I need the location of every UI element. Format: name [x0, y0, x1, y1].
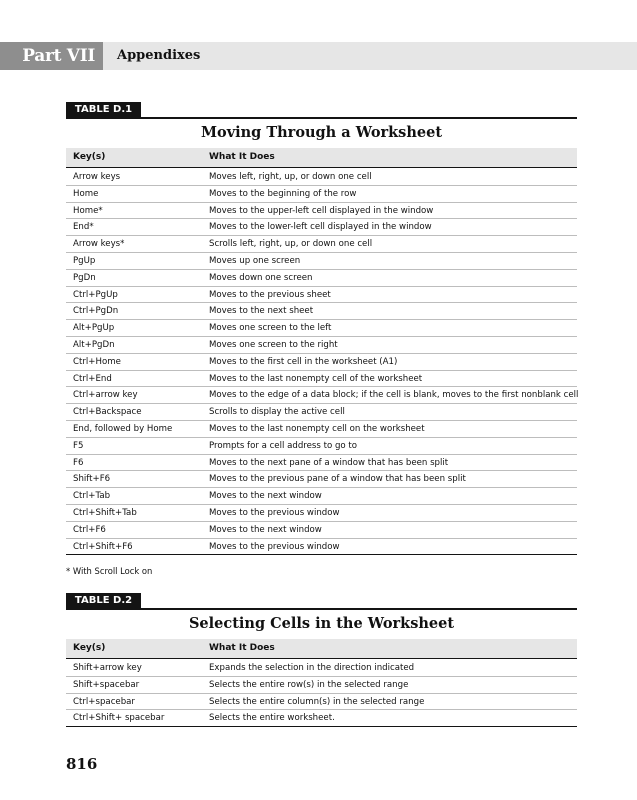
description-cell: Moves to the last nonempty cell on the worksheet: [209, 423, 425, 434]
section-title: Appendixes: [117, 48, 201, 63]
description-cell: Moves to the previous pane of a window that has been split: [209, 474, 466, 485]
table-row: [66, 710, 577, 727]
description-cell: Prompts for a cell address to go to: [209, 440, 358, 451]
description-cell: Moves to the previous window: [209, 507, 340, 518]
description-cell: Moves to the beginning of the row: [209, 188, 357, 199]
description-cell: Scrolls to display the active cell: [209, 407, 345, 418]
table-row: [66, 337, 577, 354]
description-cell: Moves to the next window: [209, 524, 322, 535]
part-label: Part VII: [0, 42, 103, 70]
table-row: [66, 270, 577, 287]
table-rule: [66, 608, 577, 610]
column-header-description: What It Does: [209, 152, 275, 162]
table-row: [66, 169, 577, 186]
table-row: [66, 694, 577, 711]
key-cell: Ctrl+arrow key: [73, 390, 138, 401]
table-row: [66, 303, 577, 320]
key-cell: Shift+F6: [73, 474, 111, 485]
table-footnote: * With Scroll Lock on: [66, 566, 153, 576]
description-cell: Moves to the previous window: [209, 541, 340, 552]
key-cell: End, followed by Home: [73, 423, 173, 434]
key-cell: Ctrl+F6: [73, 524, 106, 535]
description-cell: Moves to the next sheet: [209, 306, 314, 317]
table-header-row: [66, 639, 577, 659]
table-row: [66, 387, 577, 404]
table-row: [66, 539, 577, 556]
table-rule: [66, 117, 577, 119]
description-cell: Moves to the next window: [209, 491, 322, 502]
table-title: Moving Through a Worksheet: [200, 124, 443, 141]
description-cell: Selects the entire worksheet.: [209, 713, 335, 724]
key-cell: Ctrl+spacebar: [73, 696, 135, 707]
description-cell: Expands the selection in the direction indicated: [209, 663, 415, 673]
key-cell: PgUp: [73, 255, 96, 266]
key-cell: Ctrl+PgDn: [73, 306, 119, 317]
key-cell: F5: [73, 440, 84, 451]
table-row: [66, 677, 577, 694]
table-row: [66, 404, 577, 421]
description-cell: Selects the entire row(s) in the selected range: [209, 679, 409, 690]
description-cell: Moves left, right, up, or down one cell: [209, 172, 372, 182]
table-row: [66, 438, 577, 455]
table-row: [66, 505, 577, 522]
description-cell: Moves up one screen: [209, 255, 301, 266]
key-cell: Ctrl+PgUp: [73, 289, 118, 300]
table-row: [66, 186, 577, 203]
description-cell: Moves to the lower-left cell displayed in the window: [209, 222, 432, 233]
table-title: Selecting Cells in the Worksheet: [188, 615, 455, 632]
table-row: [66, 471, 577, 488]
key-cell: Ctrl+Shift+F6: [73, 541, 133, 552]
key-cell: Arrow keys: [73, 172, 121, 182]
description-cell: Moves one screen to the right: [209, 339, 338, 350]
table-row: [66, 488, 577, 505]
description-cell: Scrolls left, right, up, or down one cell: [209, 239, 373, 250]
table-row: [66, 219, 577, 236]
table-row: [66, 522, 577, 539]
description-cell: Moves to the upper-left cell displayed in the window: [209, 205, 434, 216]
table-row: [66, 320, 577, 337]
description-cell: Moves down one screen: [209, 272, 313, 283]
table-row: [66, 371, 577, 388]
description-cell: Moves to the next pane of a window that has been split: [209, 457, 449, 468]
table-header-row: [66, 148, 577, 168]
table-row: [66, 253, 577, 270]
table-row: [66, 455, 577, 472]
key-cell: Ctrl+End: [73, 373, 112, 384]
key-cell: Home: [73, 188, 99, 199]
table-label: TABLE D.2: [66, 593, 141, 609]
column-header-keys: Key(s): [73, 152, 106, 162]
key-cell: Alt+PgDn: [73, 339, 115, 350]
table-label: TABLE D.1: [66, 102, 141, 118]
table-body: [66, 660, 577, 727]
key-cell: Ctrl+Shift+Tab: [73, 507, 137, 518]
description-cell: Moves one screen to the left: [209, 323, 332, 334]
key-cell: Arrow keys*: [73, 239, 125, 250]
table-row: [66, 421, 577, 438]
key-cell: Shift+arrow key: [73, 663, 142, 673]
description-cell: Moves to the first cell in the worksheet (A1): [209, 356, 398, 367]
page-header: [0, 42, 637, 70]
key-cell: Ctrl+Backspace: [73, 407, 142, 418]
table-row: [66, 354, 577, 371]
table-row: [66, 287, 577, 304]
description-cell: Moves to the edge of a data block; if the cell is blank, moves to the first nonblank cell: [209, 390, 579, 401]
key-cell: F6: [73, 457, 84, 468]
description-cell: Moves to the previous sheet: [209, 289, 331, 300]
column-header-keys: Key(s): [73, 643, 106, 653]
key-cell: Ctrl+Tab: [73, 491, 111, 502]
table-row: [66, 660, 577, 677]
description-cell: Selects the entire column(s) in the selected range: [209, 696, 425, 707]
key-cell: Alt+PgUp: [73, 323, 115, 334]
table-row: [66, 203, 577, 220]
page-number: 816: [66, 755, 98, 773]
description-cell: Moves to the last nonempty cell of the worksheet: [209, 373, 423, 384]
table-body: [66, 169, 577, 555]
key-cell: End*: [73, 222, 94, 233]
key-cell: Shift+spacebar: [73, 679, 140, 690]
column-header-description: What It Does: [209, 643, 275, 653]
key-cell: Home*: [73, 205, 103, 216]
key-cell: Ctrl+Shift+ spacebar: [73, 713, 165, 724]
key-cell: PgDn: [73, 272, 96, 283]
key-cell: Ctrl+Home: [73, 356, 121, 367]
table-row: [66, 236, 577, 253]
